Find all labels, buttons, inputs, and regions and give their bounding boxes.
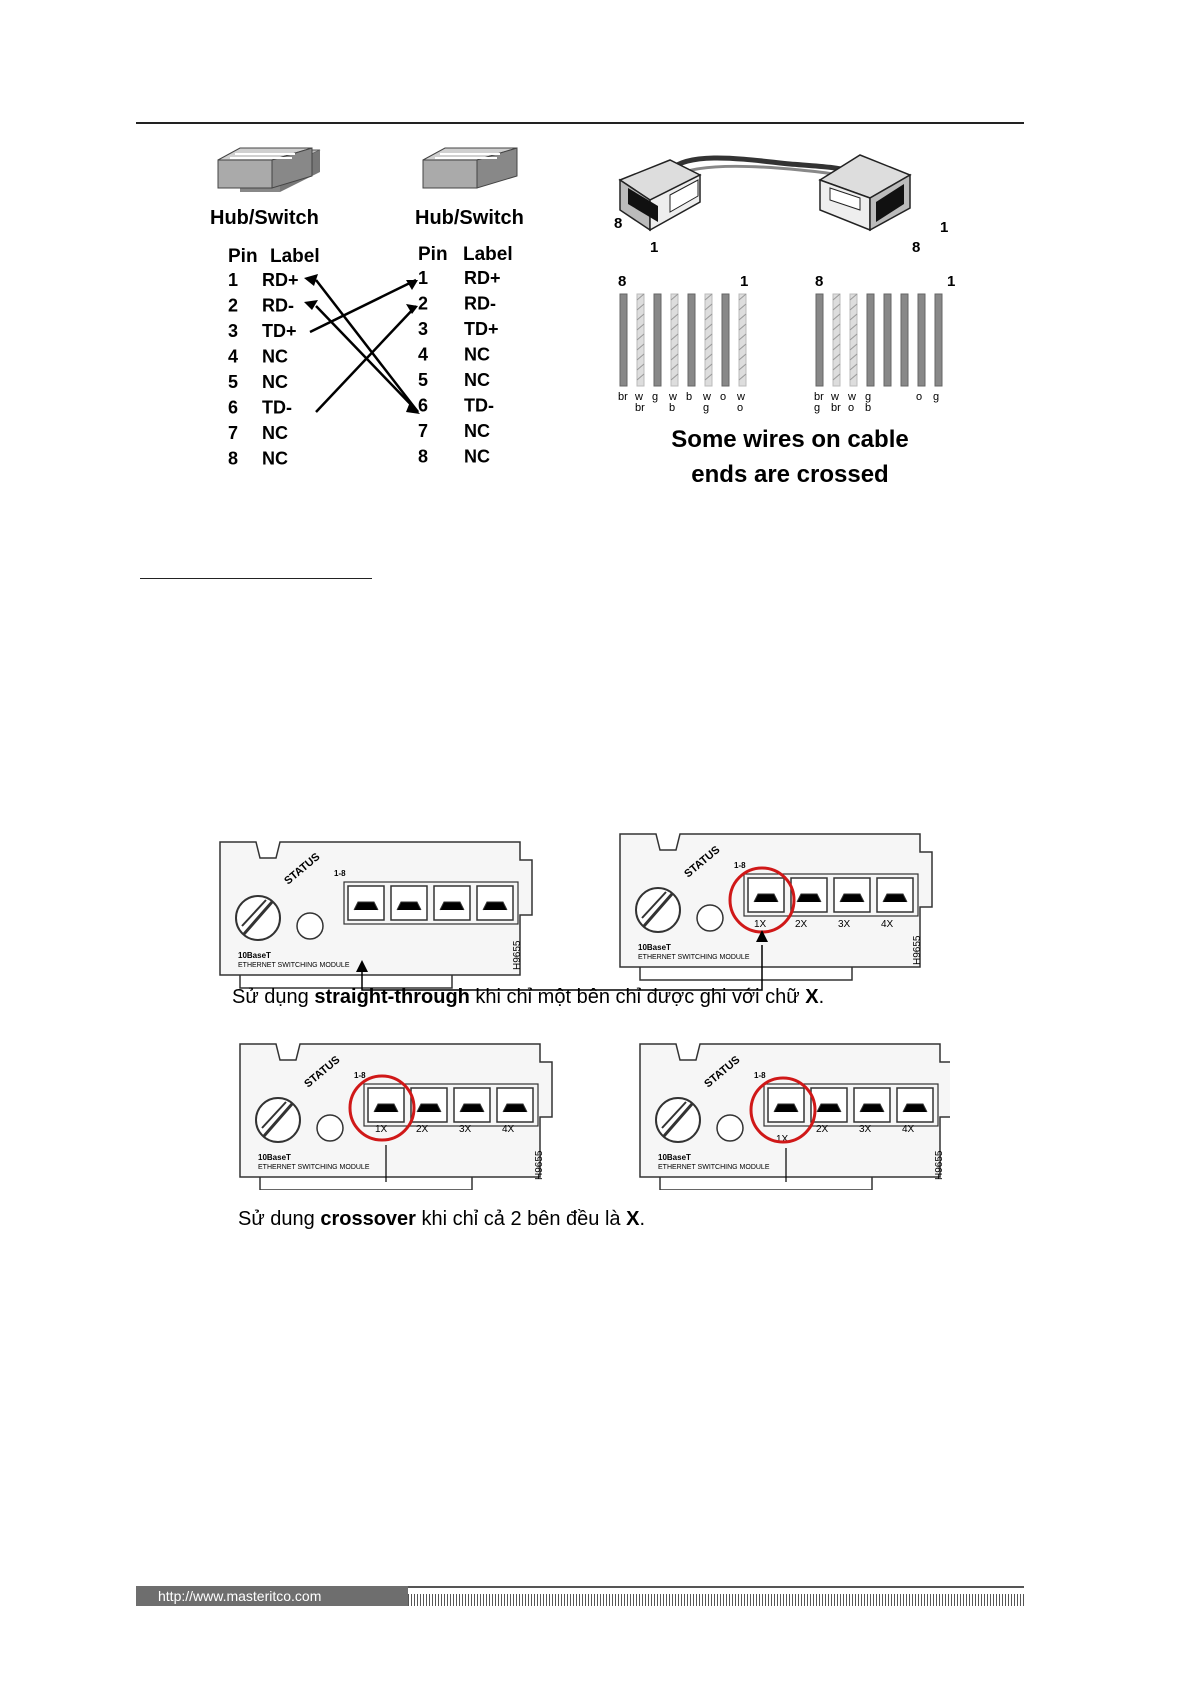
switch-module-top-right — [620, 834, 932, 980]
pin-label: RD+ — [464, 268, 501, 288]
crossover-wires — [310, 280, 418, 412]
left-switch-title: Hub/Switch — [210, 207, 319, 229]
module-type: 10BaseT — [658, 1153, 691, 1162]
pin-label: RD- — [262, 295, 294, 316]
port-range-label: 1-8 — [334, 869, 346, 878]
wire-strand — [654, 294, 661, 386]
left-end-pin-8: 8 — [618, 273, 627, 290]
pin-number: 1 — [228, 270, 239, 290]
pin-label: NC — [464, 446, 490, 467]
pin-number: 8 — [418, 446, 429, 467]
port-range-label: 1-8 — [754, 1071, 766, 1080]
wire-color-label: w — [703, 391, 711, 403]
wire-color-label: w — [831, 391, 839, 403]
pin-number: 3 — [418, 319, 429, 339]
hub-switch-icon — [218, 148, 320, 192]
pin-label: TD- — [262, 397, 292, 418]
pin-number: 2 — [228, 295, 239, 316]
wire-strand — [884, 294, 891, 386]
pin-label: NC — [464, 370, 490, 390]
port-range-label: 1-8 — [354, 1071, 366, 1080]
pin-number: 6 — [228, 397, 239, 418]
pin-label: NC — [464, 344, 490, 365]
wire-color-label: br — [831, 402, 841, 414]
crossover-caption: Sử dung crossover khi chỉ cả 2 bên đều là X. — [238, 1208, 646, 1230]
wire-strand — [620, 294, 627, 386]
pin-label: TD+ — [464, 319, 499, 339]
pin-number: 2 — [418, 293, 429, 314]
left-pin-table — [228, 270, 299, 469]
left-pin-header: Pin — [228, 246, 258, 267]
wire-color-label: w — [635, 391, 643, 403]
pin-number: 3 — [228, 321, 239, 341]
wire-color-label: g — [865, 391, 872, 403]
port-3x-label: 3X — [838, 919, 851, 930]
pin-label: TD+ — [262, 321, 297, 341]
port-1x-label: 1X — [754, 919, 767, 930]
wire-color-label: o — [737, 402, 744, 414]
switch-module-top-left — [220, 842, 532, 988]
header-rule — [136, 122, 1024, 124]
pin-label: TD- — [464, 395, 494, 416]
pin-label: RD- — [464, 293, 496, 314]
port-2x-label: 2X — [816, 1124, 829, 1135]
pin-number: 7 — [418, 421, 429, 441]
right-label-header: Label — [463, 244, 513, 265]
port-4x-label: 4X — [502, 1124, 515, 1135]
port-2x-label: 2X — [416, 1124, 429, 1135]
pin-label: NC — [262, 346, 288, 367]
pin-number: 5 — [228, 372, 239, 392]
status-label: STATUS — [302, 1053, 343, 1091]
pin-number: 1 — [418, 268, 429, 288]
pin-label: NC — [262, 448, 288, 469]
port-3x-label: 3X — [859, 1124, 872, 1135]
port-2x-label: 2X — [795, 919, 808, 930]
wire-color-label: o — [848, 402, 855, 414]
module-type: 10BaseT — [238, 951, 271, 960]
wire-color-label: w — [848, 391, 856, 403]
pin-number: 4 — [418, 344, 429, 365]
pin-number: 7 — [228, 423, 239, 443]
wire-color-label: b — [686, 391, 693, 403]
figure-id: H9655 — [512, 940, 523, 970]
wire-strand — [637, 294, 644, 386]
footer-rule — [408, 1586, 1024, 1588]
pin-label: NC — [262, 423, 288, 443]
wire-strand — [850, 294, 857, 386]
right-plug-pin-8: 8 — [912, 239, 921, 256]
wire-color-label: g — [814, 402, 821, 414]
right-switch-title: Hub/Switch — [415, 207, 524, 229]
wire-color-label: o — [916, 391, 923, 403]
wire-color-label: br — [618, 391, 628, 403]
pin-label: RD+ — [262, 270, 299, 290]
port-3x-label: 3X — [459, 1124, 472, 1135]
figure-id: H9655 — [534, 1150, 545, 1180]
module-type: 10BaseT — [638, 943, 671, 952]
wire-color-label: g — [703, 402, 710, 414]
right-plug-pin-1: 1 — [940, 219, 949, 236]
wire-strand — [722, 294, 729, 386]
pin-number: 4 — [228, 346, 239, 367]
wire-color-label: br — [814, 391, 824, 403]
rj45-plug-left — [620, 160, 700, 230]
wire-strand — [705, 294, 712, 386]
cable-caption-line2: ends are crossed — [691, 461, 889, 488]
figure-id: H9655 — [912, 935, 923, 965]
switch-module-bottom-left — [240, 1044, 552, 1190]
pin-label: NC — [262, 372, 288, 392]
module-name: ETHERNET SWITCHING MODULE — [258, 1164, 370, 1171]
pinout-diagram — [200, 140, 560, 480]
wire-strand — [867, 294, 874, 386]
port-range-label: 1-8 — [734, 861, 746, 870]
wire-strand — [901, 294, 908, 386]
module-name: ETHERNET SWITCHING MODULE — [658, 1164, 770, 1171]
left-plug-pin-1: 1 — [650, 239, 659, 256]
wire-color-label: b — [865, 402, 872, 414]
right-pin-table — [418, 268, 501, 467]
cable-caption-line1: Some wires on cable — [671, 426, 909, 453]
pin-number: 6 — [418, 395, 429, 416]
pin-label: NC — [464, 421, 490, 441]
switch-module-bottom-right — [640, 1044, 950, 1190]
port-1x-label: 1X — [776, 1134, 789, 1145]
right-end-pin-1: 1 — [947, 273, 956, 290]
wire-strand — [918, 294, 925, 386]
wire-end-right — [814, 294, 942, 414]
status-label: STATUS — [282, 850, 323, 888]
wire-strand — [833, 294, 840, 386]
straight-through-caption: Sử dụng straight-through khi chỉ một bên chỉ được ghi với chữ X. — [232, 986, 825, 1008]
wire-color-label: g — [933, 391, 940, 403]
wire-strand — [671, 294, 678, 386]
cable-diagram — [610, 140, 970, 490]
wire-strand — [688, 294, 695, 386]
port-4x-label: 4X — [881, 919, 894, 930]
wire-color-label: o — [720, 391, 727, 403]
pin-number: 8 — [228, 448, 239, 469]
wire-strand — [935, 294, 942, 386]
left-end-pin-1: 1 — [740, 273, 749, 290]
wire-color-label: br — [635, 402, 645, 414]
status-label: STATUS — [682, 843, 723, 881]
wire-color-label: w — [669, 391, 677, 403]
wire-rdplus-to-tdminus — [316, 280, 418, 412]
figure-id: H9655 — [934, 1150, 945, 1180]
right-end-pin-8: 8 — [815, 273, 824, 290]
wire-strand — [739, 294, 746, 386]
pin-number: 5 — [418, 370, 429, 390]
status-label: STATUS — [702, 1053, 743, 1091]
module-type: 10BaseT — [258, 1153, 291, 1162]
port-1x-label: 1X — [375, 1124, 388, 1135]
wire-color-label: w — [737, 391, 745, 403]
wire-color-label: b — [669, 402, 676, 414]
module-name: ETHERNET SWITCHING MODULE — [638, 954, 750, 961]
left-label-header: Label — [270, 246, 320, 267]
port-4x-label: 4X — [902, 1124, 915, 1135]
left-plug-pin-8: 8 — [614, 215, 623, 232]
footer-url[interactable]: http://www.masteritco.com — [136, 1586, 408, 1606]
hub-switch-icon — [423, 148, 517, 188]
module-name: ETHERNET SWITCHING MODULE — [238, 962, 350, 969]
wire-strand — [816, 294, 823, 386]
wire-color-label: g — [652, 391, 659, 403]
section-underline — [140, 578, 372, 579]
wire-end-left — [618, 294, 746, 414]
footer-hatch — [408, 1594, 1024, 1606]
right-pin-header: Pin — [418, 244, 448, 265]
